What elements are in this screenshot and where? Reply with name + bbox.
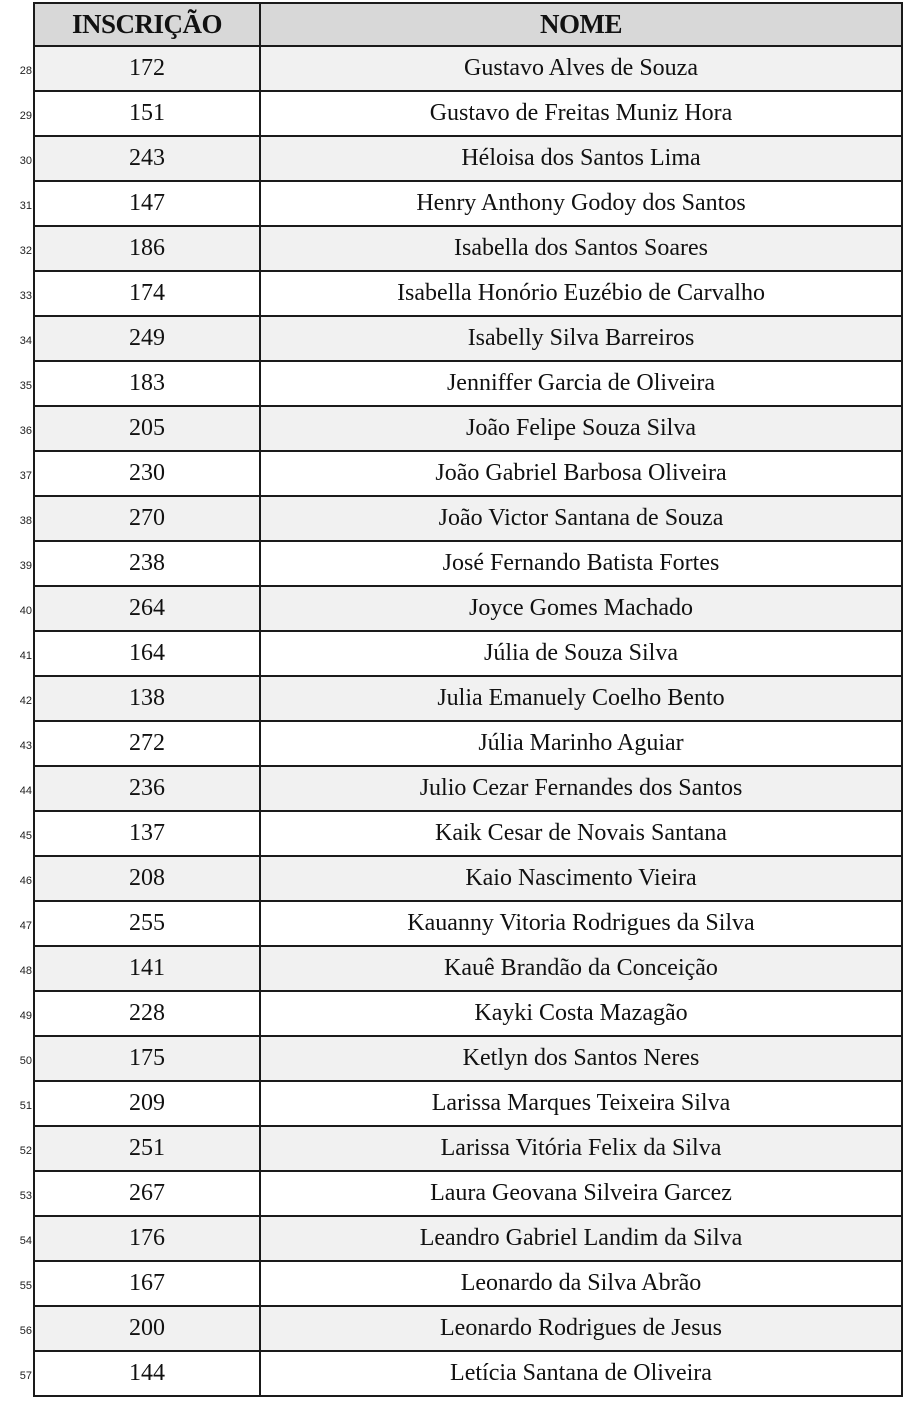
inscricao-cell [19,226,260,271]
row-number: 34 [19,335,32,347]
table-row [34,991,902,1036]
nome-cell: José Fernando Batista Fortes [260,541,902,586]
row-number: 41 [19,650,32,662]
inscricao-value: 208 [129,865,165,891]
inscricao-value: 251 [129,1135,165,1161]
nome-cell: Julia Emanuely Coelho Bento [260,676,902,721]
row-number: 48 [19,965,32,977]
inscricao-cell [19,496,260,541]
table-row [34,856,902,901]
inscricao-cell [19,586,260,631]
nome-cell: Isabelly Silva Barreiros [260,316,902,361]
row-number: 42 [19,695,32,707]
table-row [34,46,902,91]
row-number: 29 [19,110,32,122]
nome-cell: Héloisa dos Santos Lima [260,136,902,181]
nome-cell: Larissa Vitória Felix da Silva [260,1126,902,1171]
inscricao-cell [19,1216,260,1261]
nome-cell: Isabella Honório Euzébio de Carvalho [260,271,902,316]
inscricao-cell [19,451,260,496]
table-row [34,406,902,451]
table-row [34,91,902,136]
inscricao-value: 151 [129,100,165,126]
row-number: 31 [19,200,32,212]
table-row [34,496,902,541]
inscricao-value: 243 [129,145,165,171]
row-number: 52 [19,1145,32,1157]
inscricao-cell [19,991,260,1036]
table-row [34,361,902,406]
nome-cell: Kauê Brandão da Conceição [260,946,902,991]
inscricao-cell [19,1081,260,1126]
table-row [34,946,902,991]
inscricao-value: 174 [129,280,165,306]
row-number: 30 [19,155,32,167]
inscricao-cell [19,406,260,451]
nome-cell: Júlia Marinho Aguiar [260,721,902,766]
inscricao-cell [19,541,260,586]
inscricao-value: 175 [129,1045,165,1071]
inscricao-cell [19,901,260,946]
table-row [34,541,902,586]
inscricao-cell [19,946,260,991]
nome-cell: João Gabriel Barbosa Oliveira [260,451,902,496]
nome-cell: Kaio Nascimento Vieira [260,856,902,901]
nome-cell: João Felipe Souza Silva [260,406,902,451]
inscricao-value: 138 [129,685,165,711]
table-row [34,316,902,361]
row-number: 43 [19,740,32,752]
table-row [34,586,902,631]
enrollment-table [19,2,903,1397]
nome-cell: Gustavo Alves de Souza [260,46,902,91]
inscricao-value: 267 [129,1180,165,1206]
table-row [34,226,902,271]
inscricao-value: 200 [129,1315,165,1341]
inscricao-cell [19,766,260,811]
nome-cell: Julio Cezar Fernandes dos Santos [260,766,902,811]
inscricao-value: 164 [129,640,165,666]
nome-cell: Leandro Gabriel Landim da Silva [260,1216,902,1261]
inscricao-cell [19,91,260,136]
inscricao-cell [19,811,260,856]
row-number: 57 [19,1370,32,1382]
table-row [34,721,902,766]
inscricao-value: 186 [129,235,165,261]
nome-cell: Kauanny Vitoria Rodrigues da Silva [260,901,902,946]
inscricao-value: 228 [129,1000,165,1026]
table-header-row [34,3,902,46]
table-body [19,46,902,1396]
table-row [34,451,902,496]
nome-cell: João Victor Santana de Souza [260,496,902,541]
inscricao-value: 270 [129,505,165,531]
table-row [34,1171,902,1216]
table-row [34,1306,902,1351]
row-number: 33 [19,290,32,302]
inscricao-cell [19,676,260,721]
table-row [34,811,902,856]
row-number: 49 [19,1010,32,1022]
inscricao-cell [19,271,260,316]
inscricao-cell [19,361,260,406]
nome-cell: Joyce Gomes Machado [260,586,902,631]
inscricao-value: 236 [129,775,165,801]
row-number: 28 [19,65,32,77]
row-number: 47 [19,920,32,932]
nome-cell: Leonardo Rodrigues de Jesus [260,1306,902,1351]
table-row [34,1351,902,1396]
inscricao-value: 209 [129,1090,165,1116]
inscricao-value: 141 [129,955,165,981]
inscricao-value: 137 [129,820,165,846]
inscricao-cell [19,181,260,226]
row-number: 40 [19,605,32,617]
row-number: 45 [19,830,32,842]
row-number: 39 [19,560,32,572]
nome-cell: Kaik Cesar de Novais Santana [260,811,902,856]
table-row [34,901,902,946]
inscricao-cell [19,46,260,91]
nome-cell: Júlia de Souza Silva [260,631,902,676]
nome-cell: Ketlyn dos Santos Neres [260,1036,902,1081]
inscricao-value: 183 [129,370,165,396]
row-number: 54 [19,1235,32,1247]
inscricao-value: 176 [129,1225,165,1251]
row-number: 53 [19,1190,32,1202]
inscricao-cell [19,631,260,676]
inscricao-value: 205 [129,415,165,441]
nome-cell: Leonardo da Silva Abrão [260,1261,902,1306]
nome-cell: Letícia Santana de Oliveira [260,1351,902,1396]
row-number: 56 [19,1325,32,1337]
table-row [34,271,902,316]
column-header-nome: NOME [260,3,902,46]
row-number: 46 [19,875,32,887]
inscricao-value: 144 [129,1360,165,1386]
table-row [34,766,902,811]
row-number: 55 [19,1280,32,1292]
nome-cell: Gustavo de Freitas Muniz Hora [260,91,902,136]
row-number: 37 [19,470,32,482]
inscricao-value: 272 [129,730,165,756]
table-row [34,1081,902,1126]
table-row [34,1216,902,1261]
table-row [34,136,902,181]
nome-cell: Kayki Costa Mazagão [260,991,902,1036]
inscricao-cell [19,721,260,766]
row-number: 51 [19,1100,32,1112]
inscricao-value: 147 [129,190,165,216]
row-number: 44 [19,785,32,797]
inscricao-value: 172 [129,55,165,81]
inscricao-cell [19,856,260,901]
inscricao-cell [19,1171,260,1216]
inscricao-cell [19,316,260,361]
inscricao-value: 167 [129,1270,165,1296]
inscricao-cell [19,1261,260,1306]
nome-cell: Jenniffer Garcia de Oliveira [260,361,902,406]
row-number: 36 [19,425,32,437]
inscricao-value: 249 [129,325,165,351]
inscricao-cell [19,136,260,181]
nome-cell: Laura Geovana Silveira Garcez [260,1171,902,1216]
table-row [34,1261,902,1306]
column-header-inscricao: INSCRIÇÃO [34,3,260,46]
nome-cell: Larissa Marques Teixeira Silva [260,1081,902,1126]
table-row [34,676,902,721]
table-row [34,631,902,676]
inscricao-value: 230 [129,460,165,486]
table-row [34,181,902,226]
nome-cell: Henry Anthony Godoy dos Santos [260,181,902,226]
inscricao-cell [19,1306,260,1351]
nome-cell: Isabella dos Santos Soares [260,226,902,271]
inscricao-value: 255 [129,910,165,936]
table-row [34,1036,902,1081]
row-number: 50 [19,1055,32,1067]
inscricao-cell [19,1126,260,1171]
inscricao-value: 264 [129,595,165,621]
inscricao-cell [19,1351,260,1396]
inscricao-cell [19,1036,260,1081]
table-row [34,1126,902,1171]
inscricao-value: 238 [129,550,165,576]
row-number: 35 [19,380,32,392]
row-number: 38 [19,515,32,527]
row-number: 32 [19,245,32,257]
